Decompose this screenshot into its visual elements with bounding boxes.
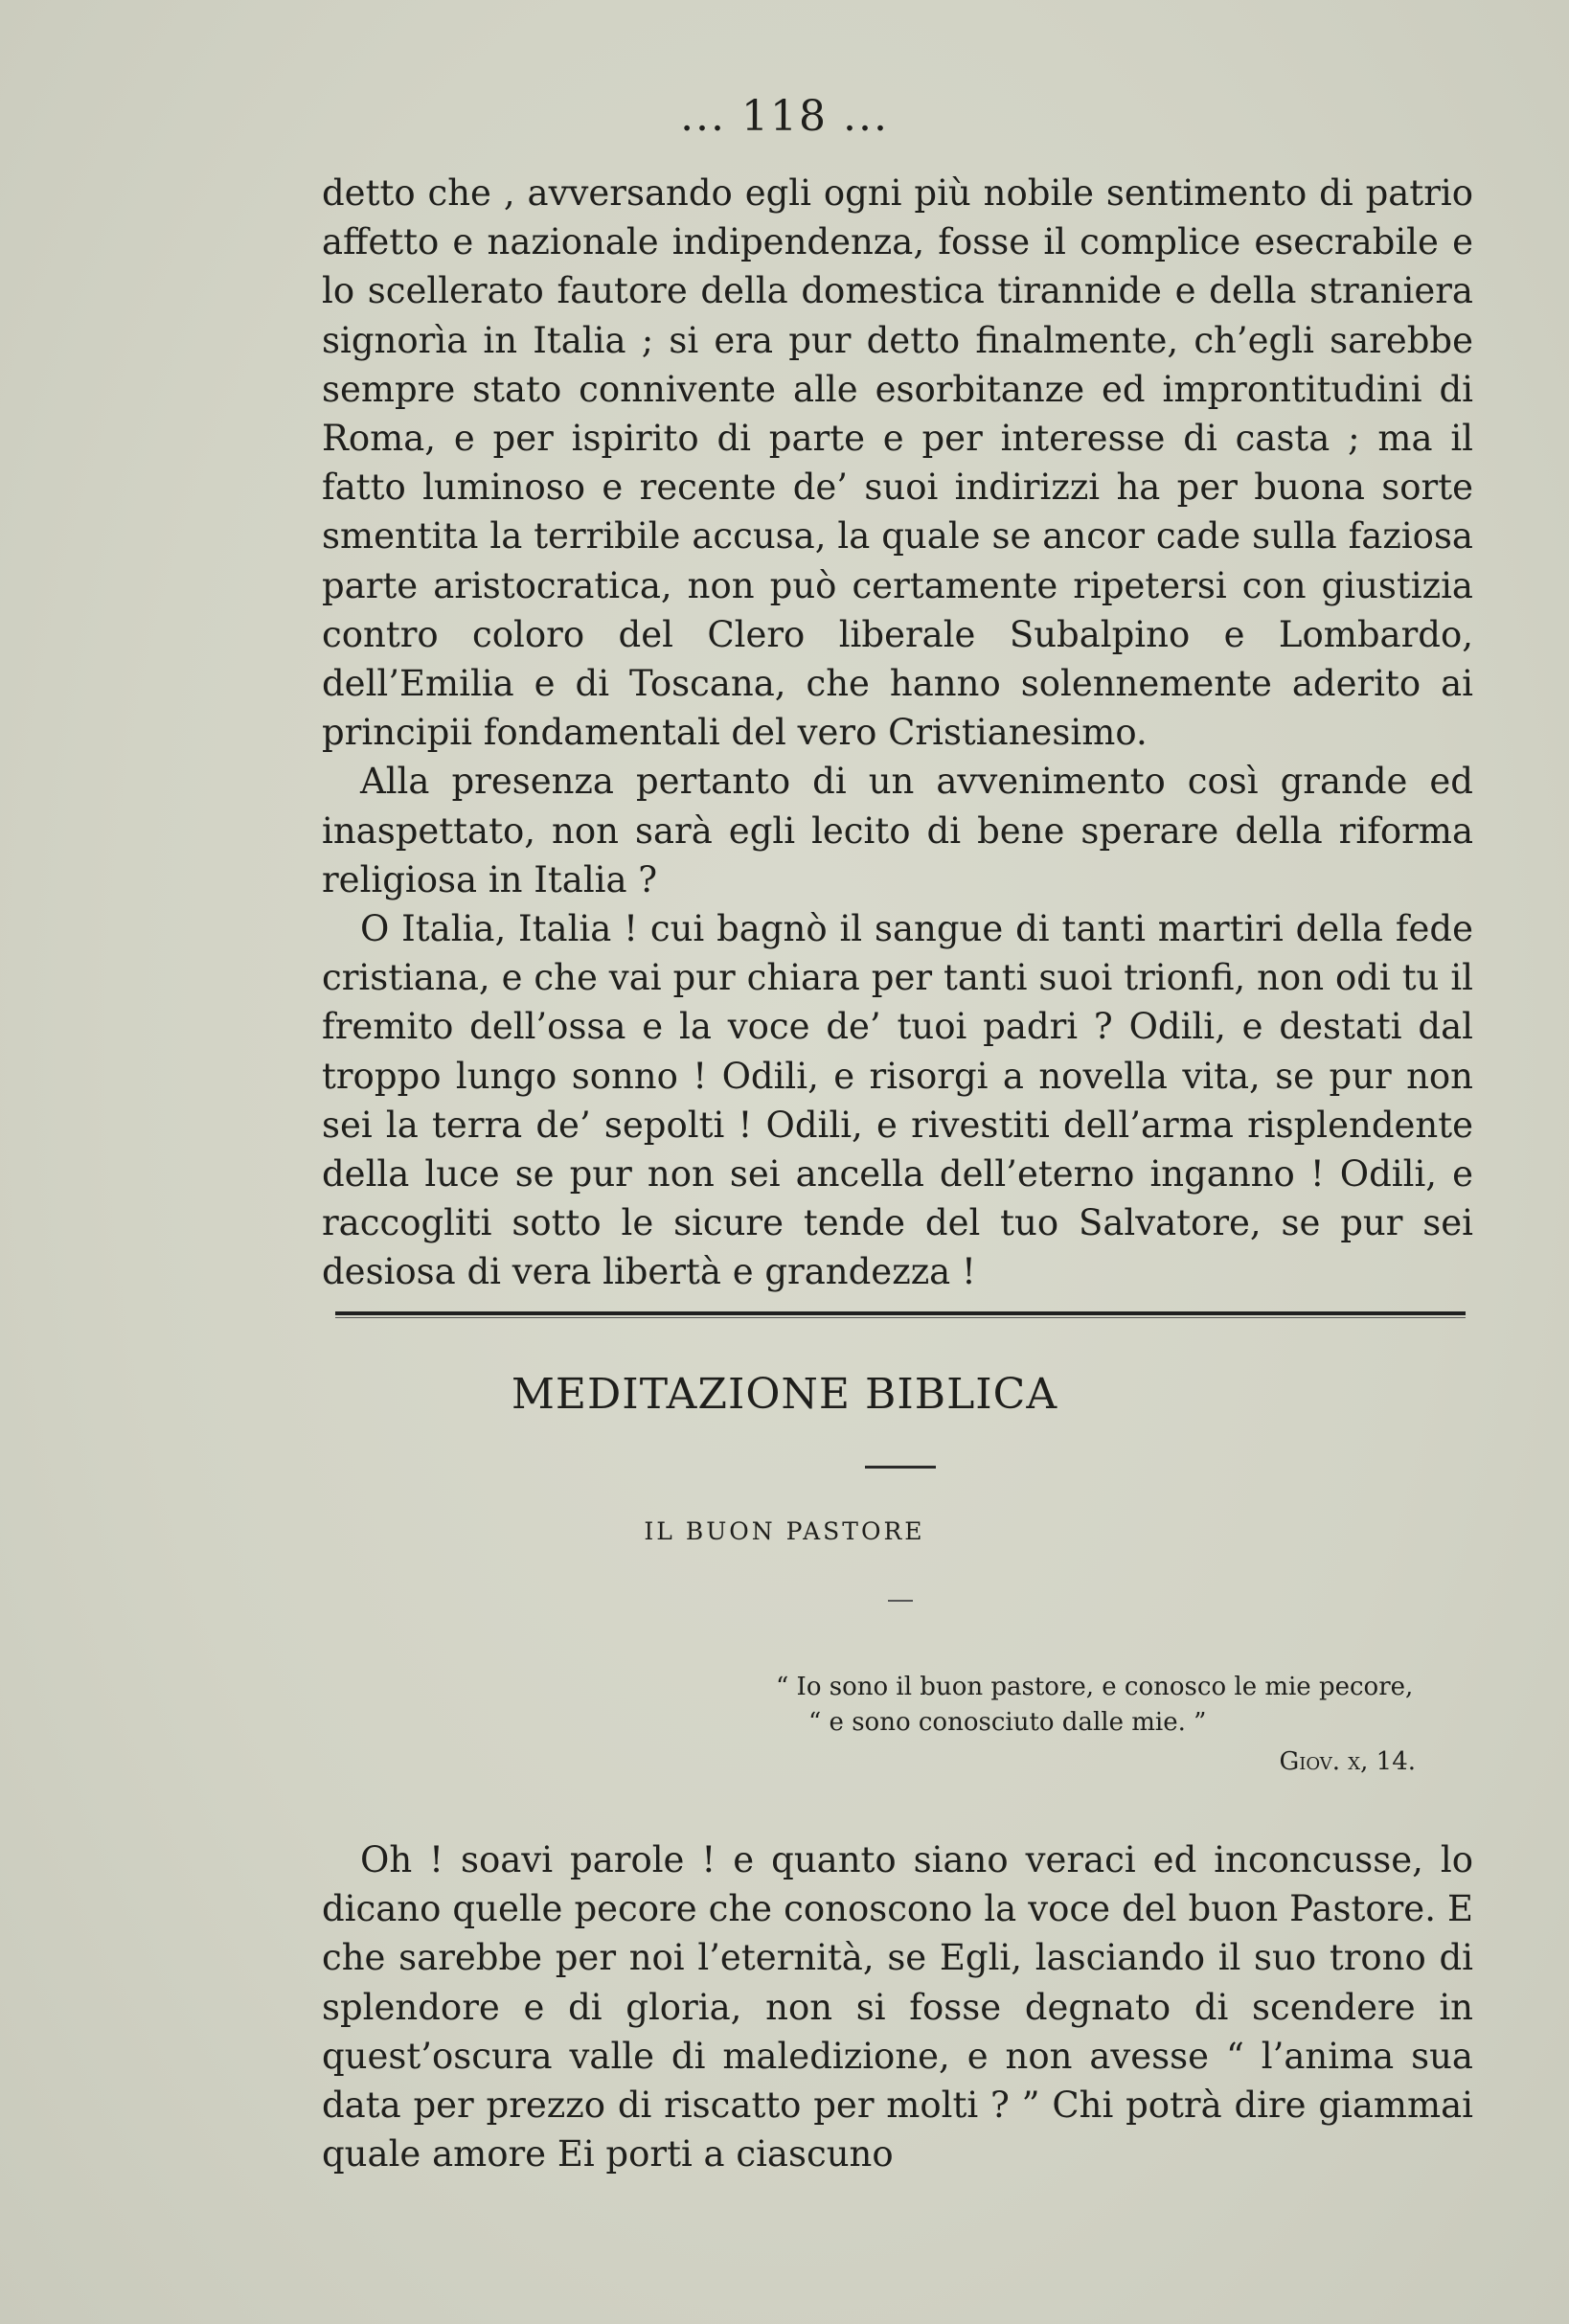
epigraph-line: “ Io sono il buon pastore, e conosco le mie pecore, <box>776 1673 1414 1701</box>
section-title: MEDITAZIONE BIBLICA <box>511 1370 1058 1419</box>
section-subtitle: IL BUON PASTORE <box>644 1517 925 1545</box>
subtitle-dash <box>888 1600 913 1602</box>
epigraph-line: “ e sono conosciuto dalle mie. ” <box>808 1708 1207 1737</box>
bottom-text-block <box>322 1835 1473 2178</box>
page-number: ... 118 ... <box>680 92 889 141</box>
paragraph: Oh ! soavi parole ! e quanto siano veraci ed inconcusse, lo dicano quelle pecore che conoscono la voce del buon Pastore. E che sarebbe per noi l’eternità, se Egli, lasciando il suo trono di splendore e di gloria, non si fosse degnato di scendere in quest’oscura valle di maledizione, e non avesse “ l’anima sua data per prezzo di riscatto per molti ? ” Chi potrà dire giammai quale amore Ei porti a ciascuno <box>322 1839 1473 2176</box>
paragraph: Alla presenza pertanto di un avvenimento così grande ed inaspettato, non sarà egli lecito di bene sperare della riforma religiosa in Italia ? <box>322 761 1473 900</box>
paragraph: detto che , avversando egli ogni più nobile sentimento di patrio affetto e nazionale indipendenza, fosse il complice esecrabile e lo scellerato fautore della domestica tirannide e della straniera signorìa in Italia ; si era pur detto finalmente, ch’egli sarebbe sempre stato connivente alle esorbitanze ed improntitudini di Roma, e per ispirito di parte e per interesse di casta ; ma il fatto luminoso e recente de’ suoi indirizzi ha per buona sorte smentita la terribile accusa, la quale se ancor cade sulla faziosa parte aristocratica, non può certamente ripetersi con giustizia contro coloro del Clero liberale Subalpino e Lombardo, dell’Emilia e di Toscana, che hanno solennemente aderito ai principii fondamentali del vero Cristianesimo. <box>322 172 1473 754</box>
top-text-block <box>322 169 1473 1297</box>
epigraph <box>776 1670 1485 1780</box>
section-divider-rule <box>335 1311 1466 1318</box>
epigraph-citation: Giov. x, 14. <box>1279 1747 1416 1776</box>
title-underline-rule <box>865 1466 936 1469</box>
paragraph: O Italia, Italia ! cui bagnò il sangue di tanti martiri della fede cristiana, e che vai pur chiara per tanti suoi trionfi, non odi tu il fremito dell’ossa e la voce de’ tuoi padri ? Odili, e destati dal troppo lungo sonno ! Odili, e risorgi a novella vita, se pur non sei la terra de’ sepolti ! Odili, e rivestiti dell’arma risplendente della luce se pur non sei ancella dell’eterno inganno ! Odili, e raccogliti sotto le sicure tende del tuo Salvatore, se pur sei desiosa di vera libertà e grandezza ! <box>322 908 1473 1293</box>
